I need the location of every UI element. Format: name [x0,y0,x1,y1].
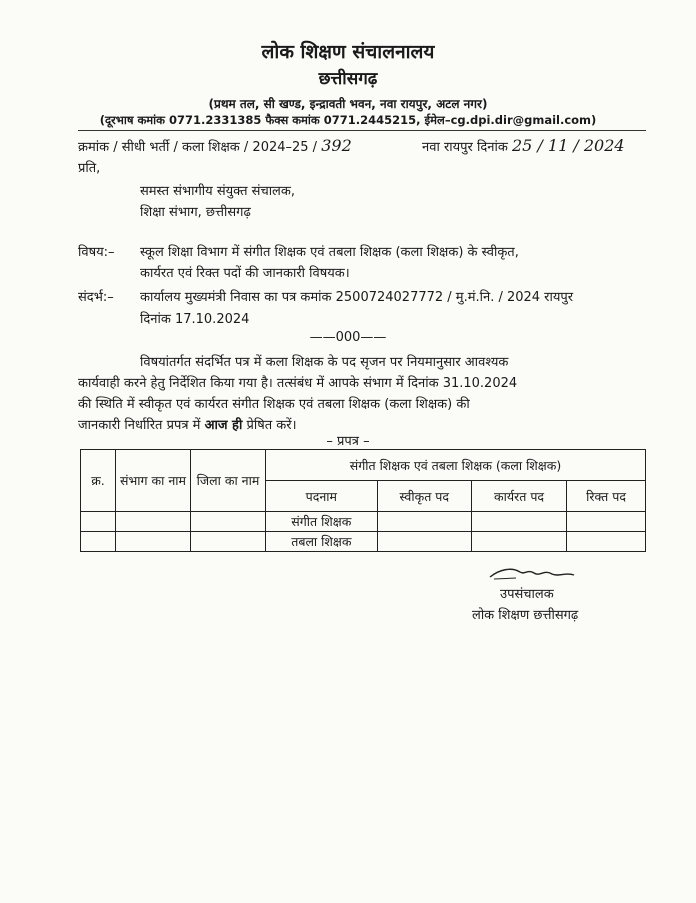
table-header-row [81,450,646,481]
col-district-header: जिला का नाम [191,450,266,512]
proforma-table [80,449,646,552]
reference-number-prefix: क्रमांक / सीधी भर्ती / कला शिक्षक / 2024–25 / [78,140,318,155]
cell-division [116,532,191,552]
cell-sanctioned [377,532,471,552]
cell-working [471,532,566,552]
form-title: – प्रपत्र – [326,434,370,449]
signature-mark [486,563,578,583]
letter-date-handwritten: 25 / 11 / 2024 [511,136,625,155]
body-line4-emphasis: आज ही [204,418,243,433]
cell-serial [81,512,116,532]
body-line4-end: प्रेषित करें। [246,418,297,433]
body-line1: विषयांतर्गत संदर्भित पत्र में कला शिक्षक के पद सृजन पर नियमानुसार आवश्यक [140,355,509,370]
cell-district [191,532,266,552]
cell-working [471,512,566,532]
col-sanctioned-header: स्वीकृत पद [377,481,471,512]
body-line3: की स्थिति में स्वीकृत एवं कार्यरत संगीत शिक्षक एवं तबला शिक्षक (कला शिक्षक) की [78,397,470,412]
office-title: लोक शिक्षण संचालनालय [261,41,435,63]
office-contact: (दूरभाष कमांक 0771.2331385 फैक्स कमांक 0771.2445215, ईमेल–cg.dpi.dir@gmail.com) [99,113,597,127]
signatory-designation: उपसंचालक [500,587,554,602]
col-division-header: संभाग का नाम [116,450,191,512]
body-line4-start: जानकारी निर्धारित प्रपत्र में [78,418,201,433]
recipient-line2: शिक्षा संभाग, छत्तीसगढ़ [140,205,251,220]
col-vacant-header: रिक्त पद [567,481,646,512]
cell-serial [81,532,116,552]
context-label: संदर्भ:– [78,290,114,305]
cell-division [116,512,191,532]
body-line2: कार्यवाही करने हेतु निर्देशित किया गया है। तत्संबंध में आपके संभाग में दिनांक 31.10.2024 [78,376,518,391]
cell-sanctioned [377,512,471,532]
subject-line1: स्कूल शिक्षा विभाग में संगीत शिक्षक एवं तबला शिक्षक (कला शिक्षक) के स्वीकृत, [140,245,519,260]
col-serial-header: क्र. [81,450,116,512]
separator: ——000—— [309,330,387,345]
cell-district [191,512,266,532]
recipient-line1: समस्त संभागीय संयुक्त संचालक, [140,184,295,199]
subject-label: विषय:– [78,245,115,260]
signatory-office: लोक शिक्षण छत्तीसगढ़ [472,608,579,623]
state-name: छत्तीसगढ़ [318,69,378,89]
table-row [81,512,646,532]
cell-vacant [567,532,646,552]
cell-post: तबला शिक्षक [266,532,378,552]
table-row [81,532,646,552]
col-post-header: पदनाम [266,481,378,512]
letter-date-prefix: नवा रायपुर दिनांक [422,140,508,155]
letter-date [422,136,625,155]
recipient-to: प्रति, [78,161,101,176]
cell-post: संगीत शिक्षक [266,512,378,532]
reference-number-handwritten: 392 [321,136,352,155]
reference-number [78,136,352,155]
office-address: (प्रथम तल, सी खण्ड, इन्द्रावती भवन, नवा रायपुर, अटल नगर) [208,97,488,111]
subject-line2: कार्यरत एवं रिक्त पदों की जानकारी विषयक। [140,266,350,281]
cell-vacant [567,512,646,532]
group-header: संगीत शिक्षक एवं तबला शिक्षक (कला शिक्षक) [266,450,646,481]
context-line1: कार्यालय मुख्यमंत्री निवास का पत्र कमांक 2500724027772 / मु.मं.नि. / 2024 रायपुर [140,290,574,305]
context-line2: दिनांक 17.10.2024 [140,312,250,327]
col-working-header: कार्यरत पद [471,481,566,512]
header-divider [78,130,646,131]
